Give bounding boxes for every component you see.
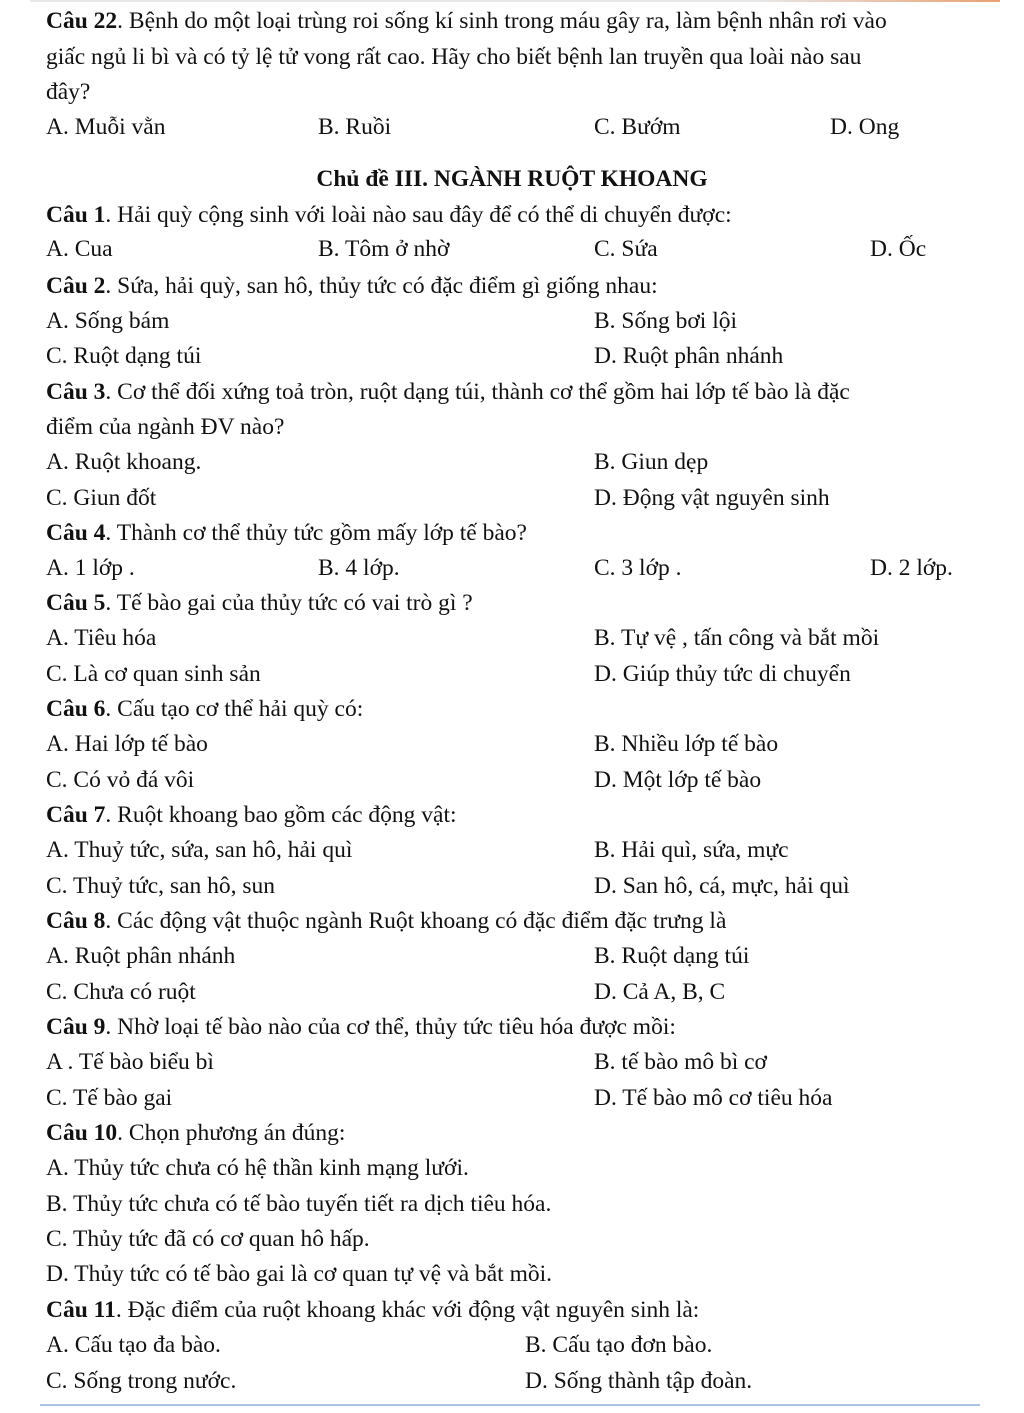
q9-option-b: B. tế bào mô bì cơ bbox=[594, 1049, 767, 1075]
q6-option-c: C. Có vỏ đá vôi bbox=[46, 767, 195, 793]
q5-option-a: A. Tiêu hóa bbox=[46, 625, 157, 651]
q1-option-c: C. Sứa bbox=[594, 236, 658, 262]
q2-text: . Sứa, hải quỳ, san hô, thủy tức có đặc điểm gì giống nhau: bbox=[105, 273, 658, 299]
q3-option-c: C. Giun đốt bbox=[46, 485, 157, 511]
q1-option-a: A. Cua bbox=[46, 236, 113, 262]
q4-label: Câu 4 bbox=[46, 520, 106, 546]
q3-text: . Cơ thể đối xứng toả tròn, ruột dạng túi, thành cơ thể gồm hai lớp tế bào là đặc bbox=[105, 379, 850, 405]
q11-stem bbox=[46, 1295, 699, 1325]
q11-label: Câu 11 bbox=[46, 1297, 116, 1323]
q5-stem bbox=[46, 588, 473, 618]
q6-option-d: D. Một lớp tế bào bbox=[594, 767, 762, 793]
q1-option-b: B. Tôm ở nhờ bbox=[318, 236, 450, 262]
q6-stem bbox=[46, 694, 363, 724]
q9-option-d: D. Tế bào mô cơ tiêu hóa bbox=[594, 1085, 833, 1111]
q6-text: . Cấu tạo cơ thể hải quỳ có: bbox=[105, 696, 364, 722]
q1-label: Câu 1 bbox=[46, 202, 106, 228]
q11-option-d: D. Sống thành tập đoàn. bbox=[525, 1368, 753, 1394]
top-divider bbox=[30, 0, 1000, 2]
q7-label: Câu 7 bbox=[46, 802, 106, 828]
q3-stem-line2: điểm của ngành ĐV nào? bbox=[46, 414, 285, 440]
q7-option-d: D. San hô, cá, mực, hải quì bbox=[594, 873, 850, 899]
q8-option-d: D. Cả A, B, C bbox=[594, 979, 726, 1005]
q9-stem bbox=[46, 1012, 676, 1042]
q2-option-b: B. Sống bơi lội bbox=[594, 308, 738, 334]
q9-option-c: C. Tế bào gai bbox=[46, 1085, 173, 1111]
q22-option-d: D. Ong bbox=[830, 114, 900, 140]
q22-option-a: A. Muỗi vằn bbox=[46, 114, 166, 140]
q2-stem bbox=[46, 271, 658, 301]
q1-option-d: D. Ốc bbox=[870, 236, 927, 262]
q4-text: . Thành cơ thể thủy tức gồm mấy lớp tế bào? bbox=[105, 520, 527, 546]
q6-option-b: B. Nhiều lớp tế bào bbox=[594, 731, 779, 757]
bottom-divider bbox=[40, 1404, 980, 1406]
q4-stem bbox=[46, 518, 527, 548]
q11-option-c: C. Sống trong nước. bbox=[46, 1368, 237, 1394]
q3-option-a: A. Ruột khoang. bbox=[46, 449, 202, 475]
q10-option-d: D. Thủy tức có tế bào gai là cơ quan tự vệ và bắt mồi. bbox=[46, 1261, 553, 1287]
q8-label: Câu 8 bbox=[46, 908, 106, 934]
q7-option-b: B. Hải quì, sứa, mực bbox=[594, 837, 789, 863]
q4-option-b: B. 4 lớp. bbox=[318, 555, 400, 581]
q6-option-a: A. Hai lớp tế bào bbox=[46, 731, 208, 757]
q5-option-b: B. Tự vệ , tấn công và bắt mồi bbox=[594, 625, 880, 651]
q8-stem bbox=[46, 906, 726, 936]
q8-text: . Các động vật thuộc ngành Ruột khoang có đặc điểm đặc trưng là bbox=[105, 908, 727, 934]
q22-stem-line1 bbox=[46, 6, 887, 36]
q10-option-a: A. Thủy tức chưa có hệ thần kinh mạng lưới. bbox=[46, 1155, 469, 1181]
q5-option-d: D. Giúp thủy tức di chuyển bbox=[594, 661, 851, 687]
q8-option-a: A. Ruột phân nhánh bbox=[46, 943, 236, 969]
q3-stem-line1 bbox=[46, 377, 850, 407]
q7-text: . Ruột khoang bao gồm các động vật: bbox=[105, 802, 457, 828]
q5-text: . Tế bào gai của thủy tức có vai trò gì ? bbox=[105, 590, 473, 616]
q1-stem bbox=[46, 200, 732, 230]
q2-option-a: A. Sống bám bbox=[46, 308, 170, 334]
q1-text: . Hải quỳ cộng sinh với loài nào sau đây để có thể di chuyển được: bbox=[105, 202, 732, 228]
q4-option-a: A. 1 lớp . bbox=[46, 555, 135, 581]
q5-option-c: C. Là cơ quan sinh sản bbox=[46, 661, 261, 687]
q4-option-c: C. 3 lớp . bbox=[594, 555, 682, 581]
q3-option-b: B. Giun dẹp bbox=[594, 449, 709, 475]
q22-option-c: C. Bướm bbox=[594, 114, 681, 140]
q8-option-c: C. Chưa có ruột bbox=[46, 979, 196, 1005]
q8-option-b: B. Ruột dạng túi bbox=[594, 943, 750, 969]
q22-stem-line2: giấc ngủ li bì và có tỷ lệ tử vong rất cao. Hãy cho biết bệnh lan truyền qua loài nào sau bbox=[46, 44, 862, 70]
q9-option-a: A . Tế bào biểu bì bbox=[46, 1049, 214, 1075]
q7-stem bbox=[46, 800, 457, 830]
q22-label: Câu 22 bbox=[46, 8, 118, 34]
q2-label: Câu 2 bbox=[46, 273, 106, 299]
q22-option-b: B. Ruồi bbox=[318, 114, 392, 140]
q10-stem bbox=[46, 1118, 345, 1148]
q22-text: . Bệnh do một loại trùng roi sống kí sinh trong máu gây ra, làm bệnh nhân rơi vào bbox=[117, 8, 887, 34]
q2-option-c: C. Ruột dạng túi bbox=[46, 343, 202, 369]
q10-text: . Chọn phương án đúng: bbox=[117, 1120, 346, 1146]
q11-option-b: B. Cấu tạo đơn bào. bbox=[525, 1332, 713, 1358]
q10-option-b: B. Thủy tức chưa có tế bào tuyến tiết ra dịch tiêu hóa. bbox=[46, 1191, 552, 1217]
section-title: Chủ đề III. NGÀNH RUỘT KHOANG bbox=[316, 166, 708, 192]
q11-text: . Đặc điểm của ruột khoang khác với động vật nguyên sinh là: bbox=[115, 1297, 700, 1323]
q9-text: . Nhờ loại tế bào nào của cơ thể, thủy tức tiêu hóa được mồi: bbox=[105, 1014, 676, 1040]
q22-stem-line3: đây? bbox=[46, 79, 91, 105]
q7-option-c: C. Thuỷ tức, san hô, sun bbox=[46, 873, 276, 899]
q9-label: Câu 9 bbox=[46, 1014, 106, 1040]
q3-option-d: D. Động vật nguyên sinh bbox=[594, 485, 830, 511]
q11-option-a: A. Cấu tạo đa bào. bbox=[46, 1332, 221, 1358]
q7-option-a: A. Thuỷ tức, sứa, san hô, hải quì bbox=[46, 837, 353, 863]
q4-option-d: D. 2 lớp. bbox=[870, 555, 953, 581]
q10-option-c: C. Thủy tức đã có cơ quan hô hấp. bbox=[46, 1226, 370, 1252]
q2-option-d: D. Ruột phân nhánh bbox=[594, 343, 784, 369]
q5-label: Câu 5 bbox=[46, 590, 106, 616]
q10-label: Câu 10 bbox=[46, 1120, 118, 1146]
q6-label: Câu 6 bbox=[46, 696, 106, 722]
q3-label: Câu 3 bbox=[46, 379, 106, 405]
